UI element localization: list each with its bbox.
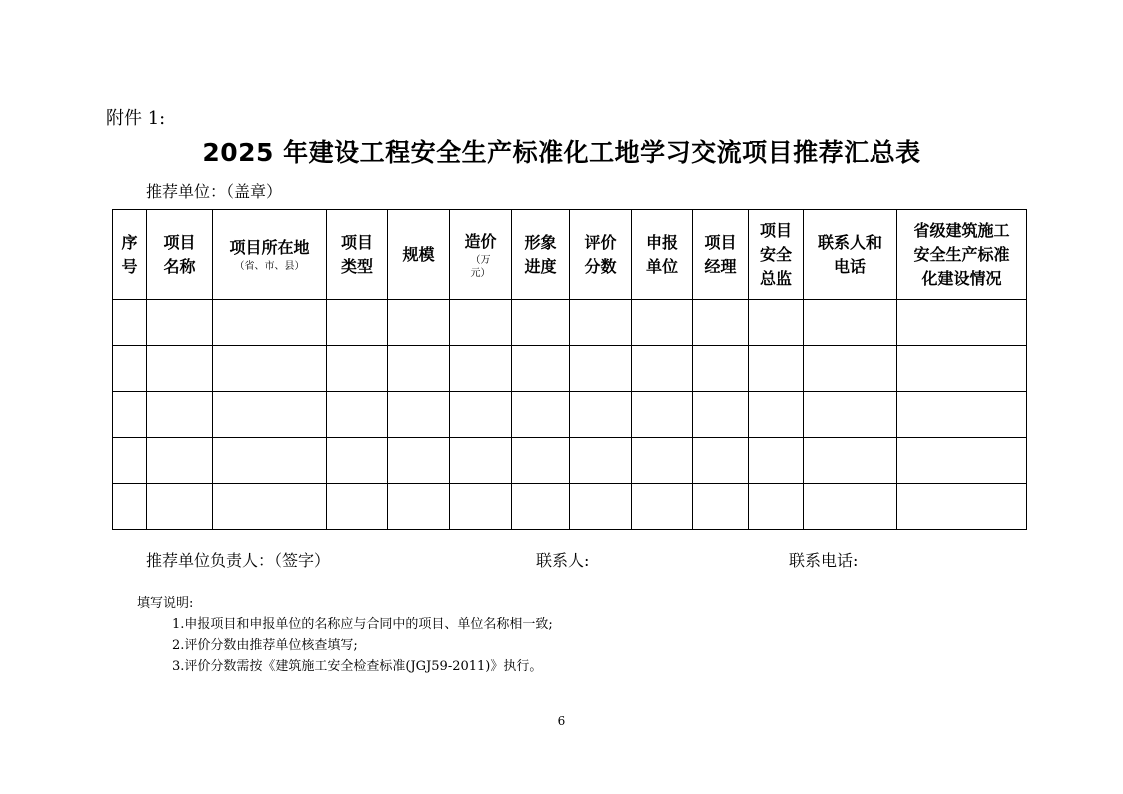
column-header (450, 210, 512, 300)
column-header (749, 210, 804, 300)
table-cell[interactable] (450, 300, 512, 346)
table-row (113, 438, 1027, 484)
table-cell[interactable] (749, 438, 804, 484)
note-item: 2.评价分数由推荐单位核查填写; (172, 638, 358, 653)
table-cell[interactable] (804, 484, 897, 530)
column-header-label: 项目 经理 (704, 232, 737, 276)
table-cell[interactable] (147, 438, 213, 484)
table-cell[interactable] (327, 346, 388, 392)
table-cell[interactable] (570, 392, 632, 438)
table-cell[interactable] (570, 346, 632, 392)
table-row (113, 392, 1027, 438)
column-header-label: 联系人和 电话 (817, 232, 882, 276)
table-cell[interactable] (113, 438, 147, 484)
column-header-label: 项目 安全 总监 (759, 220, 792, 288)
table-cell[interactable] (693, 438, 749, 484)
column-header (897, 210, 1027, 300)
table-cell[interactable] (213, 346, 327, 392)
table-cell[interactable] (213, 438, 327, 484)
column-header (388, 210, 450, 300)
column-header (512, 210, 570, 300)
column-header-label: 项目 名称 (163, 232, 196, 276)
table-cell[interactable] (450, 484, 512, 530)
table-cell[interactable] (512, 300, 570, 346)
table-cell[interactable] (512, 484, 570, 530)
table-cell[interactable] (388, 300, 450, 346)
column-header-sublabel: （万 元） (470, 254, 491, 279)
table-cell[interactable] (749, 300, 804, 346)
table-cell[interactable] (897, 392, 1027, 438)
table-cell[interactable] (450, 392, 512, 438)
responsible-person-label: 推荐单位负责人：（签字） (146, 551, 331, 570)
table-cell[interactable] (512, 392, 570, 438)
column-header-label: 序 号 (121, 232, 138, 276)
column-header (113, 210, 147, 300)
table-cell[interactable] (897, 300, 1027, 346)
table-cell[interactable] (388, 484, 450, 530)
table-cell[interactable] (693, 484, 749, 530)
notes-title: 填写说明: (137, 596, 194, 611)
column-header-label: 形象 进度 (524, 232, 557, 276)
table-cell[interactable] (897, 484, 1027, 530)
contact-phone-label: 联系电话: (789, 551, 859, 570)
column-header (804, 210, 897, 300)
table-cell[interactable] (804, 392, 897, 438)
table-cell[interactable] (632, 346, 693, 392)
table-cell[interactable] (632, 438, 693, 484)
table-cell[interactable] (512, 438, 570, 484)
column-header-label: 评价 分数 (584, 232, 617, 276)
column-header (693, 210, 749, 300)
table-cell[interactable] (113, 484, 147, 530)
table-cell[interactable] (327, 438, 388, 484)
table-cell[interactable] (804, 300, 897, 346)
column-header-label: 申报 单位 (645, 232, 678, 276)
table-cell[interactable] (749, 392, 804, 438)
table-cell[interactable] (213, 300, 327, 346)
note-item: 1.申报项目和申报单位的名称应与合同中的项目、单位名称相一致; (172, 617, 553, 632)
page-title: 2025 年建设工程安全生产标准化工地学习交流项目推荐汇总表 (202, 138, 921, 167)
table-cell[interactable] (897, 346, 1027, 392)
table-cell[interactable] (804, 438, 897, 484)
table-cell[interactable] (749, 484, 804, 530)
table-cell[interactable] (693, 392, 749, 438)
table-cell[interactable] (147, 300, 213, 346)
column-header-sublabel: （省、市、县） (234, 261, 305, 272)
table-cell[interactable] (327, 392, 388, 438)
table-cell[interactable] (570, 484, 632, 530)
column-header (213, 210, 327, 300)
contact-person-label: 联系人: (536, 551, 590, 570)
table-cell[interactable] (693, 346, 749, 392)
column-header-label: 造价 (464, 231, 497, 251)
table-cell[interactable] (450, 438, 512, 484)
table-cell[interactable] (570, 300, 632, 346)
recommendation-table (112, 209, 1027, 530)
table-cell[interactable] (147, 392, 213, 438)
table-cell[interactable] (213, 484, 327, 530)
table-row (113, 346, 1027, 392)
table-cell[interactable] (327, 484, 388, 530)
table-body (113, 300, 1027, 530)
column-header-label: 项目所在地 (229, 238, 310, 257)
table-cell[interactable] (512, 346, 570, 392)
table-cell[interactable] (213, 392, 327, 438)
table-cell[interactable] (632, 484, 693, 530)
page-number: 6 (557, 714, 566, 728)
table-cell[interactable] (749, 346, 804, 392)
attachment-label: 附件 1: (106, 108, 166, 129)
column-header (327, 210, 388, 300)
table-cell[interactable] (388, 346, 450, 392)
column-header-label: 省级建筑施工 安全生产标准 化建设情况 (913, 220, 1010, 288)
table-cell[interactable] (570, 438, 632, 484)
table-cell[interactable] (450, 346, 512, 392)
table-cell[interactable] (897, 438, 1027, 484)
recommending-unit-label: 推荐单位：（盖章） (146, 182, 283, 201)
table-cell[interactable] (388, 392, 450, 438)
table-cell[interactable] (327, 300, 388, 346)
column-header-label: 项目 类型 (340, 232, 373, 276)
table-cell[interactable] (147, 484, 213, 530)
table-cell[interactable] (804, 346, 897, 392)
table-cell[interactable] (693, 300, 749, 346)
table-row (113, 300, 1027, 346)
table-cell[interactable] (388, 438, 450, 484)
table-cell[interactable] (632, 300, 693, 346)
table-cell[interactable] (113, 300, 147, 346)
table-cell[interactable] (632, 392, 693, 438)
table-header-row (113, 210, 1027, 300)
note-item: 3.评价分数需按《建筑施工安全检查标准(JGJ59-2011)》执行。 (172, 659, 543, 674)
column-header (570, 210, 632, 300)
column-header (147, 210, 213, 300)
table-cell[interactable] (113, 392, 147, 438)
column-header-label: 规模 (402, 244, 435, 264)
table-row (113, 484, 1027, 530)
table-cell[interactable] (147, 346, 213, 392)
table-cell[interactable] (113, 346, 147, 392)
column-header (632, 210, 693, 300)
